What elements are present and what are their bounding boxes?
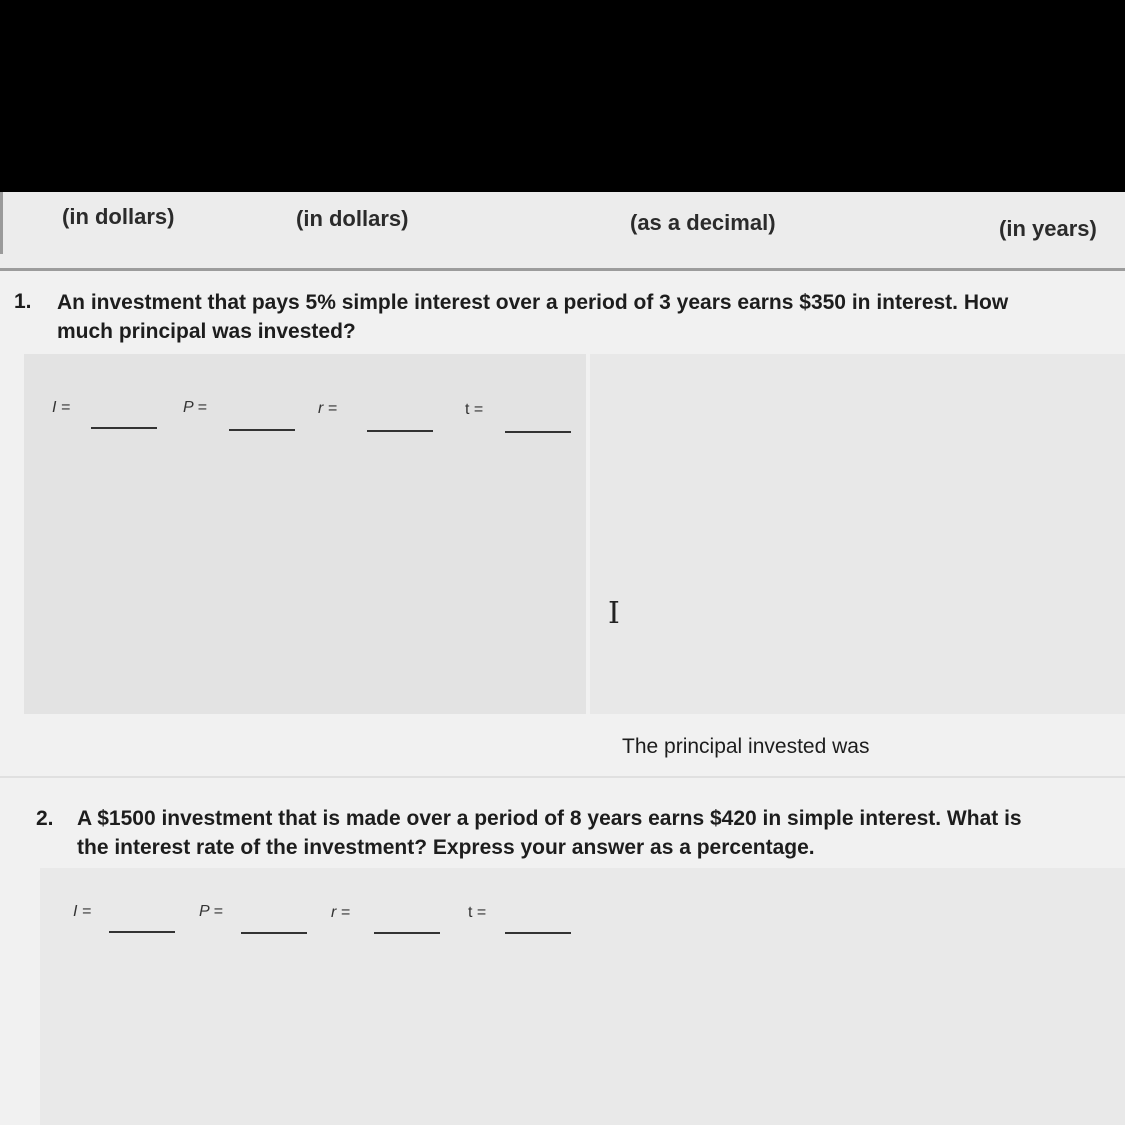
q1-time-blank[interactable] <box>505 431 571 433</box>
q2-interest-blank[interactable] <box>109 931 175 933</box>
question-1-work-area-right[interactable] <box>590 354 1125 714</box>
question-1-line-1: An investment that pays 5% simple interest over a period of 3 years earns $350 in interest. How <box>57 291 1009 314</box>
q2-interest-label: I = <box>73 903 92 920</box>
question-2-line-2: the interest rate of the investment? Express your answer as a percentage. <box>77 836 815 859</box>
q1-answer-prompt: The principal invested was <box>622 735 870 758</box>
principal-unit-label: (in dollars) <box>296 206 409 231</box>
question-1-work-area-left[interactable] <box>24 354 586 714</box>
q2-principal-blank[interactable] <box>241 932 307 934</box>
q2-principal-label: P = <box>199 903 223 920</box>
q1-principal-blank[interactable] <box>229 429 295 431</box>
formula-header <box>0 192 1125 271</box>
q1-interest-blank[interactable] <box>91 427 157 429</box>
question-1-line-2: much principal was invested? <box>57 320 356 343</box>
time-unit-label: (in years) <box>999 216 1097 241</box>
q2-rate-blank[interactable] <box>374 932 440 934</box>
q1-principal-label: P = <box>183 399 207 416</box>
header-left-border <box>0 192 3 254</box>
rate-unit-label: (as a decimal) <box>630 210 776 235</box>
q2-time-label: t = <box>468 904 487 921</box>
q2-time-blank[interactable] <box>505 932 571 934</box>
q1-rate-blank[interactable] <box>367 430 433 432</box>
q1-time-label: t = <box>465 401 484 418</box>
question-1-number: 1. <box>14 290 32 313</box>
q1-rate-label: r = <box>318 400 338 417</box>
q2-rate-label: r = <box>331 904 351 921</box>
interest-unit-label: (in dollars) <box>62 204 175 229</box>
question-2-number: 2. <box>36 807 54 830</box>
question-divider <box>0 776 1125 778</box>
worksheet-screen <box>0 192 1125 1125</box>
text-cursor-icon: I <box>608 596 620 631</box>
q1-interest-label: I = <box>52 399 71 416</box>
question-2-line-1: A $1500 investment that is made over a period of 8 years earns $420 in simple interest. What is <box>77 807 1022 830</box>
